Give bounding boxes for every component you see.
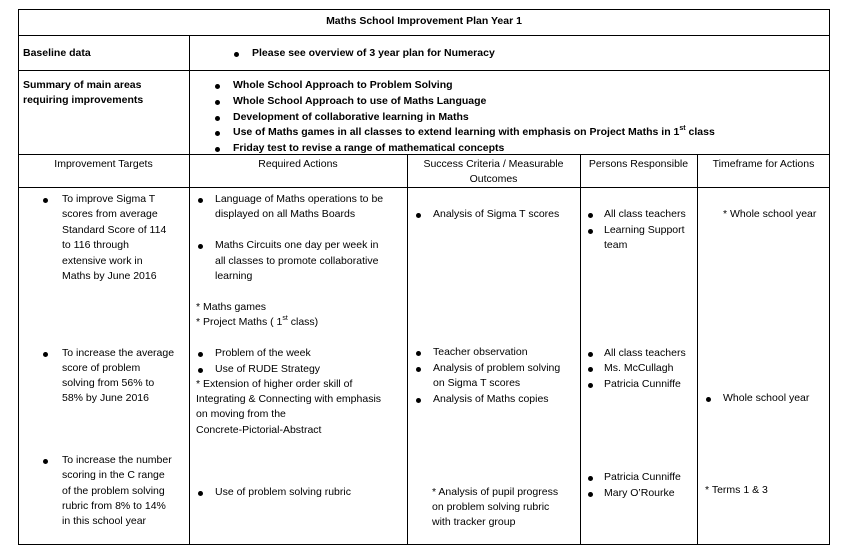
target-text: of the problem solving xyxy=(62,485,165,497)
bullet-icon xyxy=(416,398,421,403)
success-text: Analysis of Maths copies xyxy=(433,393,549,405)
action-text: learning xyxy=(215,270,253,282)
document-title: Maths School Improvement Plan Year 1 xyxy=(326,15,522,27)
success-text: on problem solving rubric xyxy=(432,501,550,513)
target-text: rubric from 8% to 14% xyxy=(62,500,166,512)
action-text: * Maths games xyxy=(196,301,267,313)
success-text: Analysis of problem solving xyxy=(433,362,561,374)
summary-label: requiring improvements xyxy=(23,94,144,106)
target-text: to 116 through xyxy=(62,239,129,251)
success-text: with tracker group xyxy=(432,516,516,528)
ordinal-suffix: st xyxy=(679,125,686,132)
bullet-icon xyxy=(198,198,203,203)
target-text: scoring in the C range xyxy=(62,469,165,481)
summary-item: Friday test to revise a range of mathematical concepts xyxy=(233,142,505,154)
summary-item: Whole School Approach to use of Maths Language xyxy=(233,95,487,107)
bullet-icon xyxy=(588,492,593,497)
target-text: extensive work in xyxy=(62,255,143,267)
timeframe-text: * Whole school year xyxy=(723,208,817,220)
action-text: all classes to promote collaborative xyxy=(215,255,379,267)
action-text-part: * Project Maths ( 1 xyxy=(196,316,283,328)
action-text: Concrete-Pictorial-Abstract xyxy=(196,424,322,436)
bullet-icon xyxy=(43,352,48,357)
target-text: To increase the number xyxy=(62,454,172,466)
target-text: To improve Sigma T xyxy=(62,193,156,205)
summary-item-text: Use of Maths games in all classes to extend learning with emphasis on Project Maths in 1 xyxy=(233,126,680,138)
success-text: * Analysis of pupil progress xyxy=(432,486,559,498)
column-divider xyxy=(407,154,408,545)
person-text: Patricia Cunniffe xyxy=(604,378,681,390)
bullet-icon xyxy=(198,352,203,357)
action-text: Use of RUDE Strategy xyxy=(215,363,321,375)
action-text: Integrating & Connecting with emphasis xyxy=(196,393,382,405)
column-header-actions: Required Actions xyxy=(258,158,338,170)
bullet-icon xyxy=(215,116,220,121)
bullet-icon xyxy=(416,351,421,356)
bullet-icon xyxy=(588,476,593,481)
bullet-icon xyxy=(234,52,239,57)
column-divider xyxy=(189,35,190,545)
target-text: Standard Score of 114 xyxy=(62,224,167,236)
bullet-icon xyxy=(215,147,220,152)
column-header-success: Outcomes xyxy=(469,173,518,185)
row-divider xyxy=(18,70,830,71)
bullet-icon xyxy=(215,131,220,136)
baseline-item: Please see overview of 3 year plan for Numeracy xyxy=(252,47,495,59)
summary-item-text: class xyxy=(685,126,715,138)
baseline-label: Baseline data xyxy=(23,47,91,59)
column-header-persons: Persons Responsible xyxy=(588,158,689,170)
target-text: solving from 56% to xyxy=(62,377,155,389)
bullet-icon xyxy=(198,244,203,249)
bullet-icon xyxy=(416,367,421,372)
action-text: Use of problem solving rubric xyxy=(215,486,351,498)
action-text-part: class) xyxy=(287,316,319,328)
bullet-icon xyxy=(706,397,711,402)
bullet-icon xyxy=(198,368,203,373)
bullet-icon xyxy=(588,229,593,234)
action-text: on moving from the xyxy=(196,408,286,420)
person-text: All class teachers xyxy=(604,347,686,359)
column-header-timeframe: Timeframe for Actions xyxy=(712,158,815,170)
bullet-icon xyxy=(416,213,421,218)
person-text: All class teachers xyxy=(604,208,686,220)
action-text: Language of Maths operations to be xyxy=(215,193,384,205)
summary-item xyxy=(233,125,715,140)
bullet-icon xyxy=(588,352,593,357)
target-text: To increase the average xyxy=(62,347,175,359)
summary-label: Summary of main areas xyxy=(23,79,142,91)
timeframe-text: Whole school year xyxy=(723,392,810,404)
column-divider xyxy=(697,154,698,545)
person-text: Learning Support xyxy=(604,224,685,236)
target-text: score of problem xyxy=(62,362,141,374)
person-text: Mary O’Rourke xyxy=(604,487,675,499)
column-header-success: Success Criteria / Measurable xyxy=(423,158,564,170)
person-text: Ms. McCullagh xyxy=(604,362,674,374)
bullet-icon xyxy=(588,367,593,372)
action-text: Maths Circuits one day per week in xyxy=(215,239,379,251)
success-text: Analysis of Sigma T scores xyxy=(433,208,560,220)
action-text xyxy=(196,315,318,330)
summary-item: Whole School Approach to Problem Solving xyxy=(233,79,453,91)
person-text: Patricia Cunniffe xyxy=(604,471,681,483)
row-divider xyxy=(18,35,830,36)
bullet-icon xyxy=(43,459,48,464)
bullet-icon xyxy=(215,100,220,105)
bullet-icon xyxy=(588,383,593,388)
action-text: Problem of the week xyxy=(215,347,311,359)
target-text: Maths by June 2016 xyxy=(62,270,157,282)
action-text: * Extension of higher order skill of xyxy=(196,378,353,390)
summary-item: Development of collaborative learning in Maths xyxy=(233,111,469,123)
bullet-icon xyxy=(198,491,203,496)
success-text: on Sigma T scores xyxy=(433,377,521,389)
bullet-icon xyxy=(215,84,220,89)
ordinal-suffix: st xyxy=(282,315,288,322)
bullet-icon xyxy=(43,198,48,203)
success-text: Teacher observation xyxy=(433,346,528,358)
action-text: displayed on all Maths Boards xyxy=(215,208,356,220)
target-text: scores from average xyxy=(62,208,158,220)
column-divider xyxy=(580,154,581,545)
target-text: 58% by June 2016 xyxy=(62,392,149,404)
column-header-targets: Improvement Targets xyxy=(54,158,153,170)
timeframe-text: * Terms 1 & 3 xyxy=(705,484,768,496)
row-divider xyxy=(18,187,830,188)
bullet-icon xyxy=(588,213,593,218)
target-text: in this school year xyxy=(62,515,147,527)
person-text: team xyxy=(604,239,628,251)
improvement-plan-document xyxy=(18,9,830,545)
